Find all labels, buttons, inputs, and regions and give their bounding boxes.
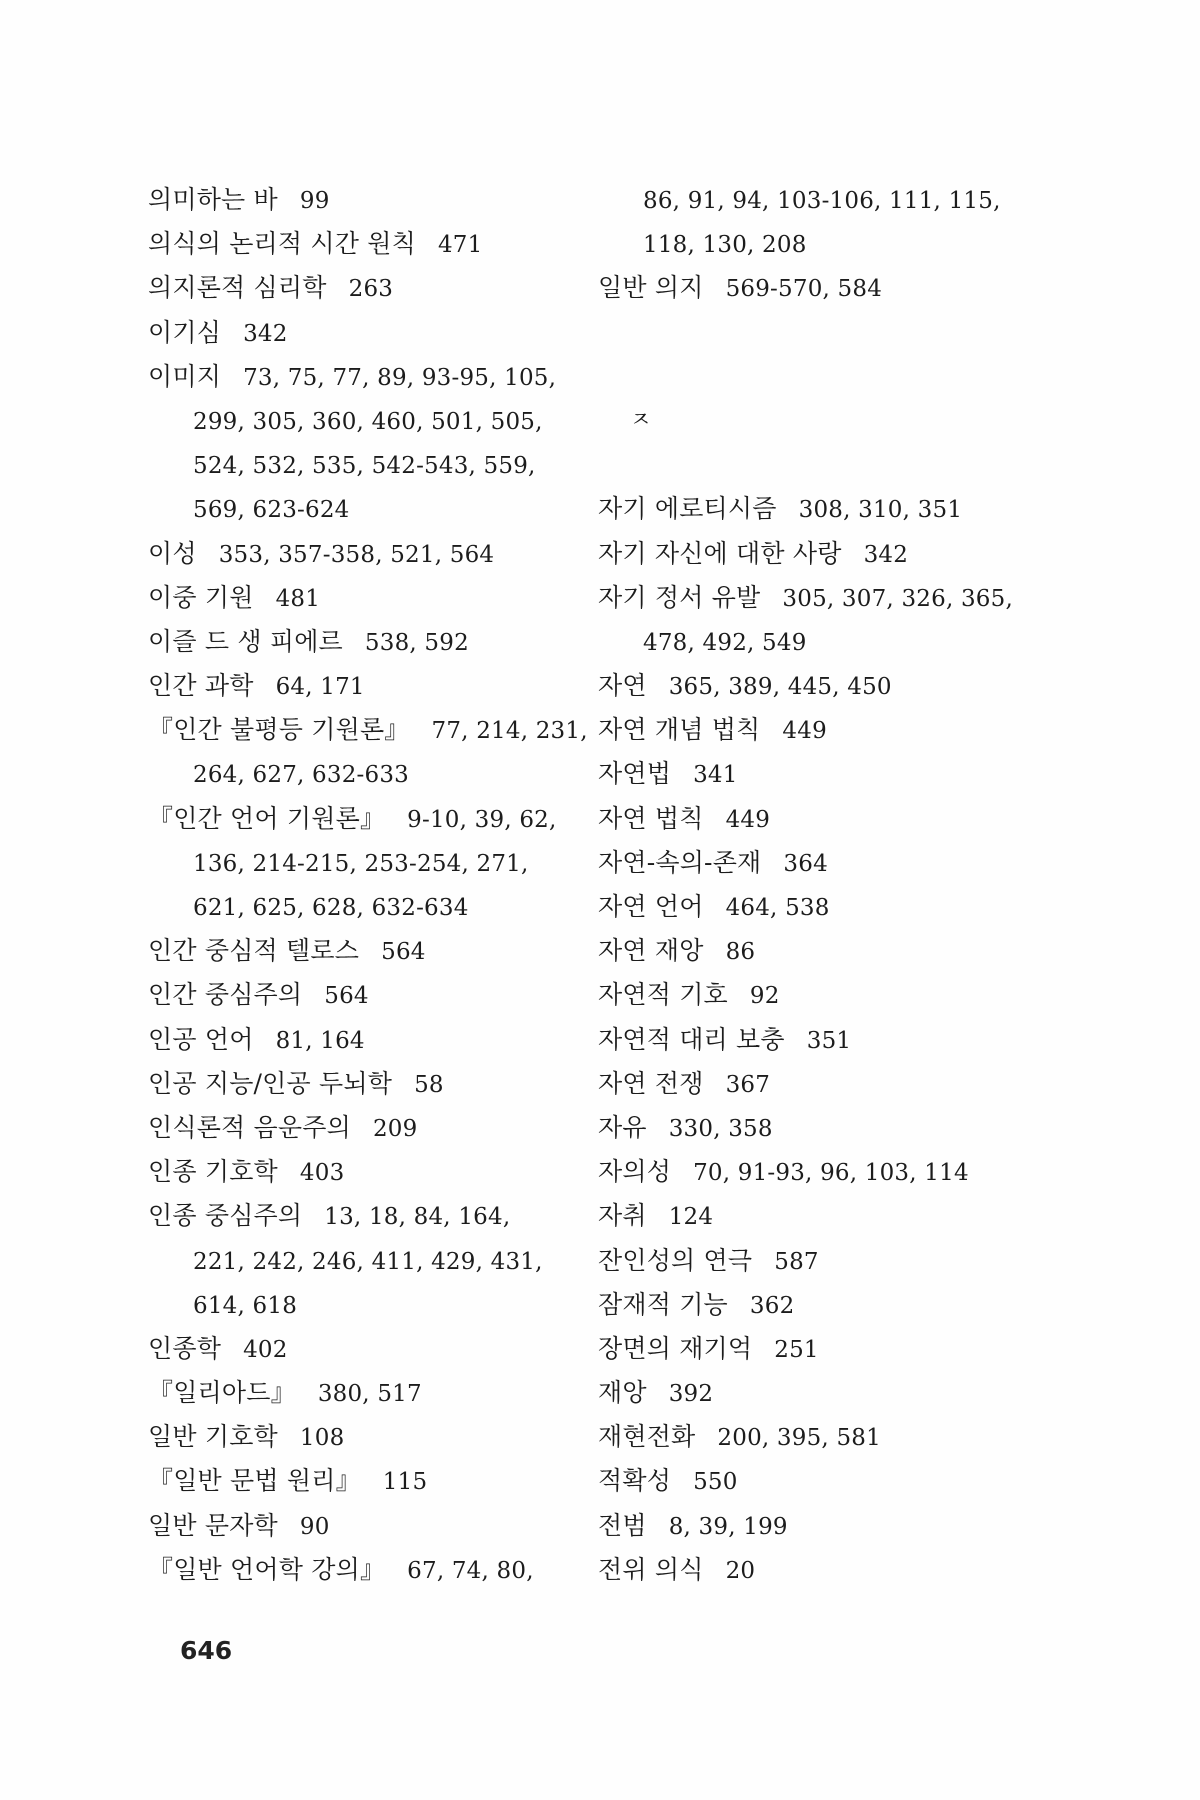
index-term: 의식의 논리적 시간 원칙 — [148, 229, 416, 259]
index-term: 적확성 — [598, 1466, 672, 1496]
index-page-refs: 70, 91-93, 96, 103, 114 — [693, 1160, 969, 1187]
index-term: 『인간 불평등 기원론』 — [148, 715, 410, 745]
index-entry — [148, 1194, 578, 1238]
index-term: 『일반 언어학 강의』 — [148, 1554, 386, 1584]
index-page-refs: 587 — [774, 1248, 819, 1275]
index-entry — [598, 1018, 1028, 1062]
index-entry — [598, 1327, 1028, 1371]
index-entry — [148, 355, 578, 399]
index-page-refs: 564 — [381, 939, 426, 966]
index-entry — [148, 708, 588, 752]
index-entry — [148, 178, 578, 222]
index-page-refs: 13, 18, 84, 164, — [324, 1204, 511, 1231]
index-term: 자연 언어 — [598, 892, 704, 921]
index-term: 인종 중심주의 — [148, 1201, 303, 1231]
index-term: 자연-속의-존재 — [598, 847, 762, 877]
index-entry — [148, 973, 578, 1017]
index-page-refs: 464, 538 — [725, 895, 830, 921]
index-page-refs: 73, 75, 77, 89, 93-95, 105, — [243, 364, 557, 391]
index-entry — [598, 1062, 1028, 1106]
index-entry — [148, 532, 578, 576]
index-term: 이즐 드 생 피에르 — [148, 626, 343, 656]
index-entry — [148, 1150, 578, 1194]
index-term: 자연 — [598, 671, 647, 701]
index-term: 자기 자신에 대한 사랑 — [598, 538, 842, 568]
index-page-refs: 305, 307, 326, 365, — [782, 585, 1013, 612]
index-entry — [148, 664, 578, 708]
index-term: 자기 정서 유발 — [598, 582, 761, 612]
index-page-refs: 58 — [414, 1071, 444, 1098]
index-entry — [598, 1415, 1028, 1459]
index-continuation — [148, 752, 578, 796]
index-entry — [148, 620, 578, 664]
index-entry — [598, 664, 1028, 708]
index-page-refs: 251 — [774, 1336, 819, 1363]
index-term: 인공 언어 — [148, 1024, 254, 1054]
index-page-refs: 64, 171 — [275, 674, 365, 701]
index-term: 전위 의식 — [598, 1554, 704, 1584]
index-page-refs: 330, 358 — [668, 1115, 773, 1142]
index-page-refs: 614, 618 — [193, 1292, 298, 1319]
index-page-refs: 86, 91, 94, 103-106, 111, 115, — [643, 188, 1001, 214]
index-page-refs: 392 — [668, 1381, 714, 1408]
index-term: 일반 문자학 — [148, 1510, 278, 1540]
index-entry — [598, 973, 1028, 1017]
index-page-refs: 564 — [324, 983, 369, 1010]
index-page-refs: 481 — [275, 585, 321, 612]
index-page-refs: 362 — [749, 1292, 795, 1319]
index-term: 이중 기원 — [148, 582, 254, 612]
index-page-refs: 524, 532, 535, 542-543, 559, — [193, 453, 536, 480]
index-page-refs: 118, 130, 208 — [643, 232, 807, 259]
index-term: 인식론적 음운주의 — [148, 1112, 351, 1142]
index-page-refs: 478, 492, 549 — [643, 629, 807, 656]
index-entry — [598, 487, 1028, 531]
index-term: 일반 기호학 — [148, 1422, 278, 1452]
index-term: 자연 재앙 — [598, 936, 704, 966]
index-page-refs: 264, 627, 632-633 — [193, 762, 410, 789]
index-term: 장면의 재기억 — [598, 1333, 753, 1363]
index-continuation — [148, 841, 578, 885]
index-term: 자연 개념 법칙 — [598, 715, 761, 745]
index-term: 자유 — [598, 1112, 647, 1142]
index-page-refs: 569, 623-624 — [193, 497, 350, 524]
index-entry — [598, 1194, 1028, 1238]
index-page-refs: 136, 214-215, 253-254, 271, — [193, 850, 529, 877]
index-page-refs: 403 — [299, 1160, 345, 1187]
index-page-refs: 81, 164 — [275, 1027, 365, 1054]
index-entry — [598, 797, 1028, 841]
index-entry — [598, 1239, 1028, 1283]
index-continuation — [148, 1283, 578, 1327]
index-continuation — [148, 443, 578, 487]
index-page-refs: 99 — [299, 188, 330, 214]
index-page-refs: 20 — [725, 1557, 756, 1584]
index-term: 자취 — [598, 1201, 647, 1231]
index-entry — [598, 1371, 1028, 1415]
index-term: 자연적 기호 — [598, 980, 728, 1010]
index-term: 일반 의지 — [598, 273, 704, 303]
index-continuation — [598, 620, 1028, 664]
index-entry — [598, 1459, 1028, 1503]
index-term: 인공 지능/인공 두뇌학 — [148, 1068, 393, 1098]
index-entry — [148, 929, 578, 973]
index-page-refs: 308, 310, 351 — [798, 497, 963, 524]
index-entry — [148, 1062, 578, 1106]
index-page-refs: 449 — [782, 718, 827, 745]
index-term: 자의성 — [598, 1157, 672, 1187]
index-entry — [148, 1106, 578, 1150]
index-page-refs: 124 — [668, 1204, 714, 1231]
index-entry — [148, 1018, 578, 1062]
index-term: 의지론적 심리학 — [148, 273, 327, 303]
index-entry — [148, 1415, 578, 1459]
index-page-refs: 351 — [806, 1027, 852, 1054]
index-page-refs: 9-10, 39, 62, — [407, 806, 557, 833]
index-term: 『일리아드』 — [148, 1378, 296, 1408]
index-term: 의미하는 바 — [148, 185, 278, 214]
index-entry — [598, 841, 1028, 885]
index-page-refs: 108 — [299, 1425, 345, 1452]
index-entry — [148, 797, 578, 841]
index-entry — [148, 1548, 578, 1592]
index-continuation — [148, 399, 578, 443]
index-page-refs: 77, 214, 231, — [431, 718, 588, 745]
index-page-refs: 342 — [243, 320, 288, 347]
index-page-refs: 67, 74, 80, — [407, 1557, 534, 1584]
index-continuation — [598, 178, 1028, 222]
index-page-refs: 402 — [243, 1336, 288, 1363]
index-continuation — [148, 487, 578, 531]
index-page-refs: 365, 389, 445, 450 — [668, 674, 892, 701]
index-page-refs: 353, 357-358, 521, 564 — [218, 541, 495, 568]
right-index-column — [598, 178, 1028, 1592]
index-term: 전범 — [598, 1510, 647, 1540]
index-page-refs: 209 — [372, 1115, 418, 1142]
index-page-refs: 449 — [725, 806, 771, 833]
spacer — [598, 355, 1028, 399]
index-term: 재현전화 — [598, 1422, 696, 1452]
index-term: 자연적 대리 보충 — [598, 1024, 785, 1054]
index-page-refs: 621, 625, 628, 632-634 — [193, 895, 469, 921]
index-entry — [598, 1106, 1028, 1150]
index-page-refs: 263 — [348, 276, 394, 303]
page-number: 646 — [180, 1636, 233, 1665]
index-page-refs: 115 — [382, 1469, 428, 1496]
index-term: 이미지 — [148, 361, 222, 391]
index-entry — [598, 1504, 1028, 1548]
spacer — [598, 311, 1028, 355]
index-entry — [148, 222, 578, 266]
index-term: 『일반 문법 원리』 — [148, 1466, 361, 1496]
index-page-refs: 8, 39, 199 — [668, 1513, 788, 1540]
index-page-refs: 200, 395, 581 — [717, 1425, 881, 1452]
index-page-refs: 471 — [437, 232, 483, 259]
index-term: 재앙 — [598, 1378, 647, 1408]
index-continuation — [148, 1239, 578, 1283]
index-entry — [148, 266, 578, 310]
index-term: 이성 — [148, 538, 197, 568]
index-entry — [598, 885, 1028, 929]
index-page-refs: 86 — [725, 939, 756, 966]
index-entry — [598, 266, 1028, 310]
index-term: 인간 중심주의 — [148, 980, 303, 1010]
index-term: 인간 과학 — [148, 671, 254, 701]
index-term: 잔인성의 연극 — [598, 1245, 753, 1275]
index-entry — [598, 1150, 1028, 1194]
index-page-refs: 538, 592 — [364, 629, 469, 656]
index-term: 자기 에로티시즘 — [598, 494, 777, 524]
index-entry — [148, 1459, 578, 1503]
index-page-refs: 92 — [749, 983, 780, 1010]
index-entry — [148, 1504, 578, 1548]
index-entry — [148, 576, 578, 620]
index-page-refs: 550 — [693, 1469, 738, 1496]
index-entry — [598, 708, 1028, 752]
index-term: 자연 전쟁 — [598, 1068, 704, 1098]
index-entry — [598, 929, 1028, 973]
index-term: 이기심 — [148, 317, 222, 347]
index-term: 인종 기호학 — [148, 1157, 278, 1187]
index-entry — [598, 532, 1028, 576]
index-entry — [598, 1283, 1028, 1327]
index-term: 자연법 — [598, 759, 672, 789]
index-page-refs: 90 — [299, 1513, 330, 1540]
index-page-refs: 380, 517 — [317, 1381, 422, 1408]
index-term: 인간 중심적 텔로스 — [148, 936, 360, 966]
index-page-refs: 364 — [783, 850, 828, 877]
index-page-refs: 299, 305, 360, 460, 501, 505, — [193, 408, 543, 435]
spacer — [598, 443, 1028, 487]
index-page-refs: 341 — [693, 762, 738, 789]
index-page-refs: 221, 242, 246, 411, 429, 431, — [193, 1248, 543, 1275]
left-index-column — [148, 178, 588, 1592]
index-entry — [148, 311, 578, 355]
index-continuation — [148, 885, 578, 929]
index-entry — [598, 576, 1028, 620]
index-term: 자연 법칙 — [598, 803, 704, 833]
index-entry — [598, 1548, 1028, 1592]
section-heading: ㅈ — [630, 407, 652, 433]
index-entry — [148, 1371, 578, 1415]
index-entry — [148, 1327, 578, 1371]
index-continuation — [598, 222, 1028, 266]
index-page-refs: 367 — [725, 1071, 771, 1098]
index-term: 『인간 언어 기원론』 — [148, 803, 386, 833]
index-entry — [598, 752, 1028, 796]
index-term: 인종학 — [148, 1333, 222, 1363]
index-page-refs: 342 — [863, 541, 909, 568]
index-term: 잠재적 기능 — [598, 1289, 728, 1319]
index-page-refs: 569-570, 584 — [725, 276, 883, 303]
